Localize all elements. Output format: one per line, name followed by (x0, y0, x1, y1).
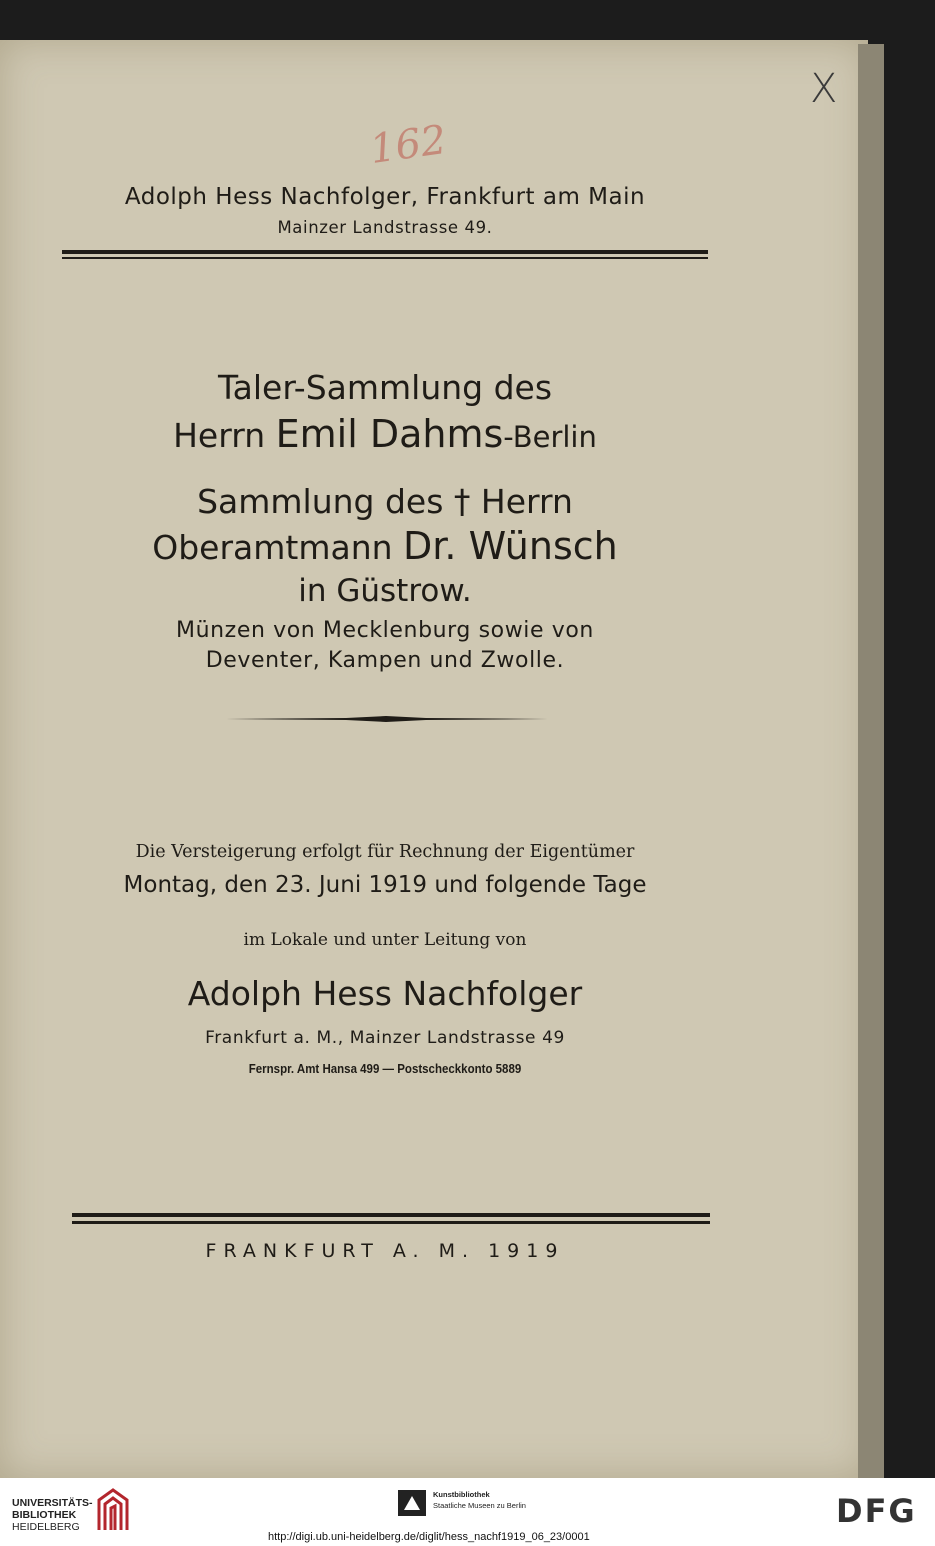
sale-line-1: Die Versteigerung erfolgt für Rechnung der Eigentümer (135, 842, 635, 862)
uni-name-line-2: BIBLIOTHEK (12, 1509, 77, 1521)
header-firm: Adolph Hess Nachfolger, Frankfurt am Main (124, 184, 646, 210)
title-line-1: Taler-Sammlung des (217, 368, 553, 407)
kunstbibliothek-name: Kunstbibliothek (433, 1490, 490, 1499)
catalogue-page (0, 40, 868, 1478)
header-rule-thick (62, 250, 708, 254)
uni-name-line-1: UNIVERSITÄTS- (12, 1497, 93, 1509)
title-line-5: in Güstrow. (298, 573, 472, 609)
title-line-7: Deventer, Kampen und Zwolle. (205, 648, 565, 673)
header-address: Mainzer Landstrasse 49. (277, 218, 493, 237)
auctioneer-contact: Fernspr. Amt Hansa 499 — Postscheckkonto 5889 (248, 1062, 522, 1076)
auctioneer-name: Adolph Hess Nachfolger (187, 974, 583, 1013)
dfg-logo: DFG (836, 1492, 917, 1530)
header-rule-thin (62, 257, 708, 259)
footer-rule-thin (72, 1221, 710, 1224)
title-oberamtmann: Oberamtmann (152, 528, 404, 567)
title-line-3: Sammlung des † Herrn (197, 482, 573, 521)
source-url[interactable]: http://digi.ub.uni-heidelberg.de/diglit/hess_nachf1919_06_23/0001 (268, 1531, 590, 1543)
title-herrn: Herrn (173, 416, 276, 455)
kunstbibliothek-logo-icon (398, 1490, 426, 1516)
sale-date: Montag, den 23. Juni 1919 und folgende Tage (123, 872, 647, 898)
title-berlin: -Berlin (503, 420, 597, 454)
sale-line-3: im Lokale und unter Leitung von (243, 930, 527, 950)
title-line-2 (60, 412, 710, 456)
uni-logo-icon (95, 1486, 131, 1534)
title-collector-name: Emil Dahms (275, 412, 504, 456)
margin-mark: X (810, 66, 838, 112)
title-line-6: Münzen von Mecklenburg sowie von (176, 618, 594, 643)
title-line-4 (60, 524, 710, 568)
ornament-divider (226, 713, 548, 725)
kunstbibliothek-subtitle: Staatliche Museen zu Berlin (433, 1501, 526, 1510)
title-wuensch: Dr. Wünsch (403, 524, 618, 568)
uni-name-line-3: HEIDELBERG (12, 1521, 80, 1533)
footer-city-year: FRANKFURT A. M. 1919 (205, 1240, 565, 1262)
page-edge (858, 44, 884, 1478)
pencil-number-annotation: 162 (367, 116, 450, 174)
auctioneer-address: Frankfurt a. M., Mainzer Landstrasse 49 (205, 1028, 565, 1048)
footer-rule-thick (72, 1213, 710, 1217)
